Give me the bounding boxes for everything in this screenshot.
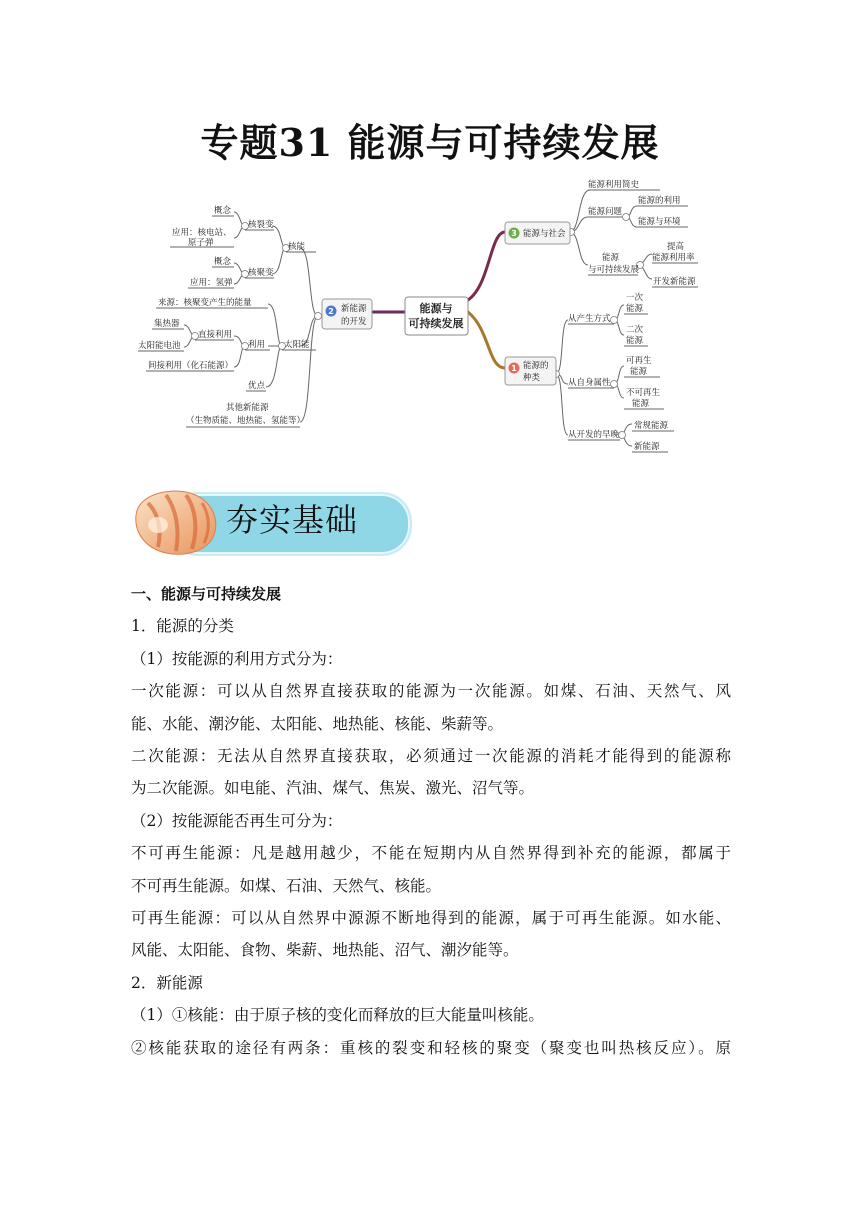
node-history: 能源利用简史 bbox=[588, 180, 640, 190]
node-fission: 核裂变 bbox=[248, 220, 274, 230]
knowledge-mindmap bbox=[0, 0, 860, 470]
paragraph: 能、水能、潮汐能、太阳能、地热能、核能、柴薪等。 bbox=[131, 714, 504, 733]
node-secondary-2: 能源 bbox=[626, 336, 644, 346]
node-concept2: 概念 bbox=[214, 257, 232, 267]
branch1-label-1: 能源的 bbox=[523, 361, 549, 371]
node-other-1: 其他新能源 bbox=[226, 403, 269, 413]
paragraph: （2）按能源能否再生可分为： bbox=[131, 811, 343, 830]
node-concept1: 概念 bbox=[214, 206, 232, 216]
paragraph: ②核能获取的途径有两条：重核的裂变和轻核的聚变（聚变也叫热核反应）。原 bbox=[131, 1038, 731, 1057]
node-dev: 开发新能源 bbox=[653, 277, 696, 287]
paragraph: 不可再生能源。如煤、石油、天然气、核能。 bbox=[131, 876, 442, 895]
node-secondary-1: 二次 bbox=[626, 325, 644, 335]
paragraph: 一次能源：可以从自然界直接获取的能源为一次能源。如煤、石油、天然气、风 bbox=[131, 682, 731, 701]
node-env: 能源与环境 bbox=[638, 217, 681, 227]
node-attr: 从自身属性 bbox=[568, 378, 611, 388]
node-nuclear: 核能 bbox=[288, 242, 306, 252]
node-primary-2: 能源 bbox=[626, 304, 644, 314]
node-utilize: 利用 bbox=[248, 340, 266, 350]
node-other-2: （生物质能、地热能、氢能等） bbox=[186, 416, 306, 426]
branch2-number: 2 bbox=[328, 307, 334, 316]
node-nonrenew-1: 不可再生 bbox=[626, 388, 661, 398]
section-banner bbox=[128, 485, 410, 559]
branch1-number: 1 bbox=[511, 364, 517, 373]
node-renew-1: 可再生 bbox=[626, 356, 652, 366]
node-collector: 集热器 bbox=[154, 319, 180, 329]
node-app1-2: 原子弹 bbox=[188, 238, 214, 248]
banner-title: 夯实基础 bbox=[226, 501, 359, 539]
content-body bbox=[131, 578, 731, 1064]
paragraph: 不可再生能源：凡是越用越少，不能在短期内从自然界得到补充的能源，都属于 bbox=[131, 844, 731, 863]
node-early: 从开发的早晚 bbox=[568, 430, 620, 440]
branch2-label-1: 新能源 bbox=[341, 304, 367, 314]
node-raise-1: 提高 bbox=[667, 242, 685, 252]
node-source: 来源：核聚变产生的能量 bbox=[158, 298, 252, 308]
branch2-label-2: 的开发 bbox=[341, 317, 367, 327]
paragraph: 可再生能源：可以从自然界中源源不断地得到的能源，属于可再生能源。如水能、 bbox=[131, 909, 731, 928]
node-app2: 应用：氢弹 bbox=[190, 278, 233, 288]
node-solar: 太阳能 bbox=[284, 340, 310, 350]
node-cell: 太阳能电池 bbox=[138, 341, 181, 351]
branch1-label-2: 种类 bbox=[523, 373, 541, 383]
branch3-number: 3 bbox=[511, 229, 517, 238]
seashell-icon bbox=[128, 485, 228, 561]
page-title: 专题31 能源与可持续发展 bbox=[200, 120, 660, 165]
node-indirect: 间接利用（化石能源） bbox=[148, 361, 234, 371]
node-sustain-1: 能源 bbox=[602, 253, 620, 263]
node-prod: 从产生方式 bbox=[568, 314, 611, 324]
node-renew-2: 能源 bbox=[630, 367, 648, 377]
paragraph: 风能、太阳能、食物、柴薪、地热能、沼气、潮汐能等。 bbox=[131, 941, 519, 960]
node-conv: 常规能源 bbox=[634, 421, 669, 431]
node-use: 能源的利用 bbox=[638, 196, 681, 206]
section-heading: 一、能源与可持续发展 bbox=[131, 585, 282, 603]
node-fusion: 核聚变 bbox=[248, 268, 274, 278]
node-raise-2: 能源利用率 bbox=[652, 253, 695, 263]
subheading-classification: 1．能源的分类 bbox=[131, 617, 234, 636]
mindmap-center-line2: 可持续发展 bbox=[408, 317, 464, 330]
node-newe: 新能源 bbox=[634, 442, 660, 452]
node-merit: 优点 bbox=[248, 381, 266, 391]
mindmap-center-line1: 能源与 bbox=[419, 302, 453, 315]
node-primary-1: 一次 bbox=[626, 293, 644, 303]
subheading-new-energy: 2．新能源 bbox=[131, 973, 203, 992]
node-nonrenew-2: 能源 bbox=[632, 399, 650, 409]
node-problem: 能源问题 bbox=[588, 207, 623, 217]
paragraph: （1）按能源的利用方式分为： bbox=[131, 649, 343, 668]
paragraph: （1）①核能：由于原子核的变化而释放的巨大能量叫核能。 bbox=[131, 1006, 544, 1025]
node-direct: 直接利用 bbox=[198, 330, 233, 340]
node-sustain-2: 与可持续发展 bbox=[588, 265, 640, 275]
paragraph: 为二次能源。如电能、汽油、煤气、焦炭、激光、沼气等。 bbox=[131, 779, 535, 798]
branch3-label: 能源与社会 bbox=[523, 229, 566, 239]
node-app1-1: 应用：核电站、 bbox=[172, 228, 232, 238]
paragraph: 二次能源：无法从自然界直接获取，必须通过一次能源的消耗才能得到的能源称 bbox=[131, 747, 731, 766]
